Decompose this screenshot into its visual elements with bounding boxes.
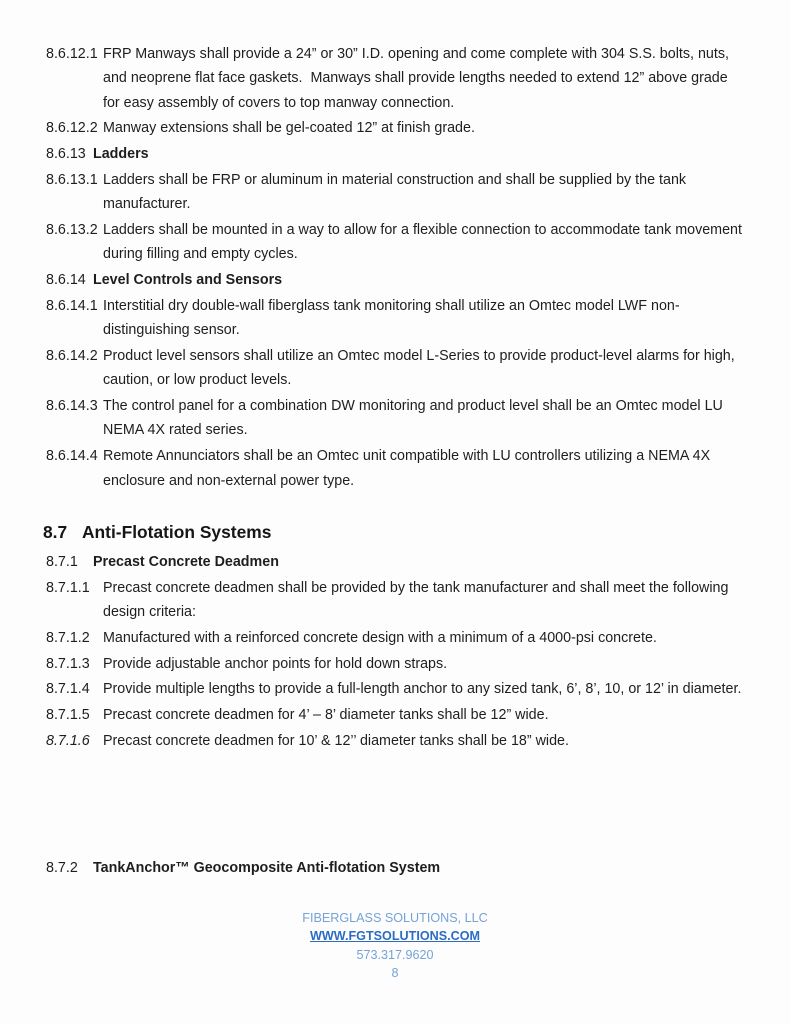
item-number: 8.7	[43, 521, 68, 542]
footer-company: FIBERGLASS SOLUTIONS, LLC	[302, 911, 488, 926]
item-number: 8.6.14.4	[46, 448, 98, 465]
spec-paragraph	[46, 626, 744, 650]
spec-paragraph	[46, 168, 744, 217]
item-title: TankAnchor™ Geocomposite Anti-flotation System	[93, 859, 441, 876]
item-number: 8.6.14	[46, 272, 86, 289]
subsection-heading	[46, 142, 744, 166]
item-text: Ladders shall be FRP or aluminum in material construction and shall be supplied by the tank manufacturer.	[103, 171, 687, 213]
section-heading	[43, 519, 744, 545]
spec-paragraph	[46, 703, 744, 727]
item-text: Precast concrete deadmen shall be provided by the tank manufacturer and shall meet the following design criteria:	[103, 579, 729, 620]
spec-paragraph	[46, 218, 744, 267]
spec-paragraph	[46, 344, 744, 393]
content-gap	[46, 755, 744, 856]
item-number: 8.7.2	[46, 859, 78, 876]
item-number: 8.6.14.2	[46, 348, 98, 365]
spec-paragraph	[46, 729, 744, 753]
item-number: 8.7.1	[46, 553, 78, 570]
item-title: Anti-Flotation Systems	[82, 521, 272, 542]
subsection-heading	[46, 268, 744, 292]
item-text: Precast concrete deadmen for 10’ & 12’’ diameter tanks shall be 18” wide.	[103, 732, 569, 749]
item-number: 8.6.13.1	[46, 171, 98, 188]
item-title: Precast Concrete Deadmen	[93, 553, 279, 570]
item-text: Interstitial dry double-wall fiberglass tank monitoring shall utilize an Omtec model LWF non-distinguishing sensor.	[103, 297, 680, 339]
item-number: 8.7.1.4	[46, 681, 90, 698]
item-number: 8.7.1.1	[46, 579, 90, 596]
spec-paragraph	[46, 576, 744, 625]
page-number: 8	[391, 966, 399, 981]
footer-phone: 573.317.9620	[356, 947, 434, 962]
spec-paragraph	[46, 294, 744, 343]
spec-paragraph	[46, 677, 744, 701]
item-text: Provide adjustable anchor points for hold down straps.	[103, 655, 448, 672]
item-number: 8.7.1.3	[46, 655, 90, 672]
document-body	[43, 42, 744, 880]
item-number: 8.6.13	[46, 146, 86, 163]
subsection-heading	[46, 550, 744, 574]
item-text: The control panel for a combination DW monitoring and product level shall be an Omtec model LU NEMA 4X rated series.	[103, 398, 723, 439]
spec-paragraph	[46, 394, 744, 443]
item-number: 8.7.1.5	[46, 707, 90, 724]
item-number: 8.6.14.3	[46, 398, 98, 415]
item-number: 8.6.12.2	[46, 120, 98, 137]
spec-paragraph	[46, 444, 744, 493]
item-number: 8.7.1.2	[46, 629, 90, 646]
item-number: 8.6.14.1	[46, 297, 98, 314]
item-title: Level Controls and Sensors	[93, 272, 283, 289]
item-text: Manway extensions shall be gel-coated 12” at finish grade.	[103, 120, 475, 137]
item-text: FRP Manways shall provide a 24” or 30” I.D. opening and come complete with 304 S.S. bolts, nuts, and neoprene flat face gaskets. Manways shall provide lengths needed to extend 12” above grade for easy assembly of covers to top manway connection.	[103, 46, 729, 111]
page-footer	[46, 909, 744, 983]
footer-website-row	[46, 927, 744, 945]
item-number: 8.6.13.2	[46, 222, 98, 239]
spec-paragraph	[46, 116, 744, 140]
spec-paragraph	[46, 42, 744, 115]
item-number: 8.6.12.1	[46, 46, 98, 62]
item-text: Ladders shall be mounted in a way to allow for a flexible connection to accommodate tank movement during filling and empty cycles.	[103, 222, 742, 263]
footer-website-link[interactable]: WWW.FGTSOLUTIONS.COM	[310, 929, 480, 944]
item-text: Product level sensors shall utilize an Omtec model L-Series to provide product-level alarms for high, caution, or low product levels.	[103, 348, 735, 389]
item-title: Ladders	[93, 146, 149, 163]
item-text: Remote Annunciators shall be an Omtec unit compatible with LU controllers utilizing a NEMA 4X enclosure and non-external power type.	[103, 448, 711, 489]
item-text: Precast concrete deadmen for 4’ – 8’ diameter tanks shall be 12” wide.	[103, 707, 549, 724]
item-text: Provide multiple lengths to provide a full-length anchor to any sized tank, 6’, 8’, 10, or 12’ in diameter.	[103, 681, 742, 698]
subsection-heading	[46, 856, 744, 880]
spec-paragraph	[46, 652, 744, 676]
item-text: Manufactured with a reinforced concrete design with a minimum of a 4000-psi concrete.	[103, 629, 657, 646]
item-number: 8.7.1.6	[46, 732, 90, 749]
